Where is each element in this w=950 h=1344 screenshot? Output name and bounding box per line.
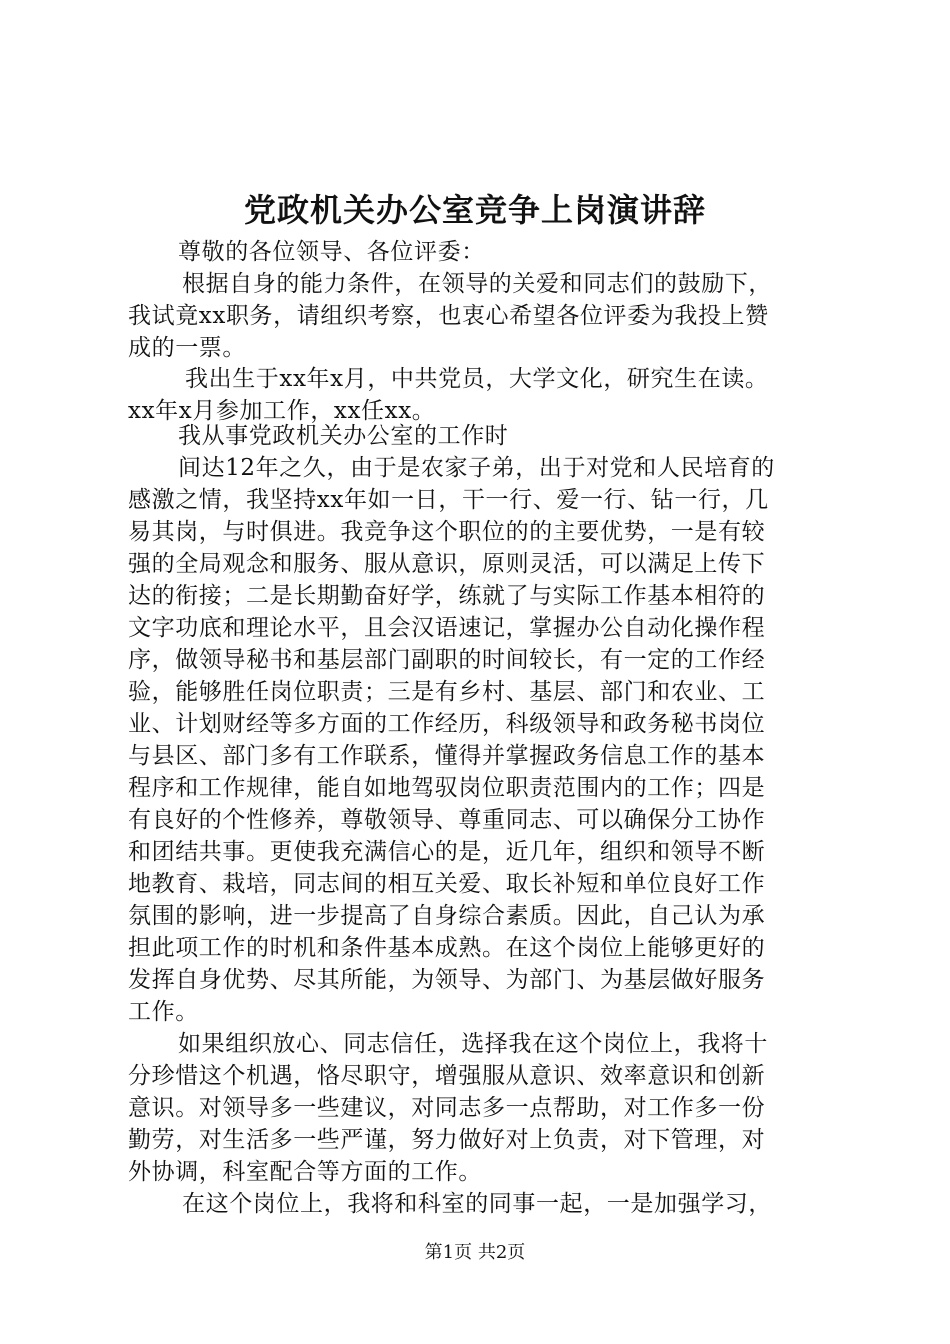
body-line-salutation: 尊敬的各位领导、各位评委： bbox=[178, 239, 485, 265]
page-footer: 第1页 共2页 bbox=[424, 1242, 526, 1263]
body-line: 氛围的影响，进一步提高了自身综合素质。因此，自己认为承 bbox=[128, 903, 766, 929]
document-title: 党政机关办公室竞争上岗演讲辞 bbox=[243, 191, 706, 229]
body-line: 业、计划财经等多方面的工作经历，科级领导和政务秘书岗位 bbox=[128, 711, 766, 737]
body-line: 达的衔接；二是长期勤奋好学，练就了与实际工作基本相符的 bbox=[128, 583, 766, 609]
body-line: 程序和工作规律，能自如地驾驭岗位职责范围内的工作；四是 bbox=[128, 775, 766, 801]
body-line: 发挥自身优势、尽其所能，为领导、为部门、为基层做好服务 bbox=[128, 967, 766, 993]
body-line: 意识。对领导多一些建议，对同志多一点帮助，对工作多一份 bbox=[128, 1095, 766, 1121]
body-line: 分珍惜这个机遇，恪尽职守，增强服从意识、效率意识和创新 bbox=[128, 1063, 766, 1089]
body-line: 外协调，科室配合等方面的工作。 bbox=[128, 1159, 482, 1185]
body-line: 易其岗，与时俱进。我竞争这个职位的的主要优势，一是有较 bbox=[128, 519, 766, 545]
body-line: 与县区、部门多有工作联系，懂得并掌握政务信息工作的基本 bbox=[128, 743, 766, 769]
body-line: 如果组织放心、同志信任，选择我在这个岗位上，我将十 bbox=[178, 1031, 768, 1057]
body-line: 间达12年之久，由于是农家子弟，出于对党和人民培育的 bbox=[178, 455, 775, 481]
body-line: 有良好的个性修养，尊敬领导、尊重同志、可以确保分工协作 bbox=[128, 807, 766, 833]
body-line: 成的一票。 bbox=[128, 335, 246, 361]
body-line: 勤劳，对生活多一些严谨，努力做好对上负责，对下管理，对 bbox=[128, 1127, 766, 1153]
body-line: 感激之情，我坚持xx年如一日，干一行、爱一行、钻一行，几 bbox=[128, 487, 769, 513]
body-line: 根据自身的能力条件，在领导的关爱和同志们的鼓励下， bbox=[182, 271, 772, 297]
body-line: xx年x月参加工作，xx任xx。 bbox=[128, 398, 436, 424]
body-line: 强的全局观念和服务、服从意识，原则灵活，可以满足上传下 bbox=[128, 551, 766, 577]
body-line: 工作。 bbox=[128, 999, 199, 1025]
body-line: 我试竟xx职务，请组织考察，也衷心希望各位评委为我投上赞 bbox=[128, 303, 769, 329]
body-line: 我从事党政机关办公室的工作时 bbox=[178, 423, 509, 449]
body-line: 我出生于xx年x月，中共党员，大学文化，研究生在读。 bbox=[185, 366, 769, 392]
body-line: 地教育、栽培，同志间的相互关爱、取长补短和单位良好工作 bbox=[128, 871, 766, 897]
body-line: 文字功底和理论水平，且会汉语速记，掌握办公自动化操作程 bbox=[128, 615, 766, 641]
body-line: 在这个岗位上，我将和科室的同事一起，一是加强学习， bbox=[182, 1191, 772, 1217]
body-line: 序，做领导秘书和基层部门副职的时间较长，有一定的工作经 bbox=[128, 647, 766, 673]
body-line: 担此项工作的时机和条件基本成熟。在这个岗位上能够更好的 bbox=[128, 935, 766, 961]
body-line: 和团结共事。更使我充满信心的是，近几年，组织和领导不断 bbox=[128, 839, 766, 865]
body-line: 验，能够胜任岗位职责；三是有乡村、基层、部门和农业、工 bbox=[128, 679, 766, 705]
